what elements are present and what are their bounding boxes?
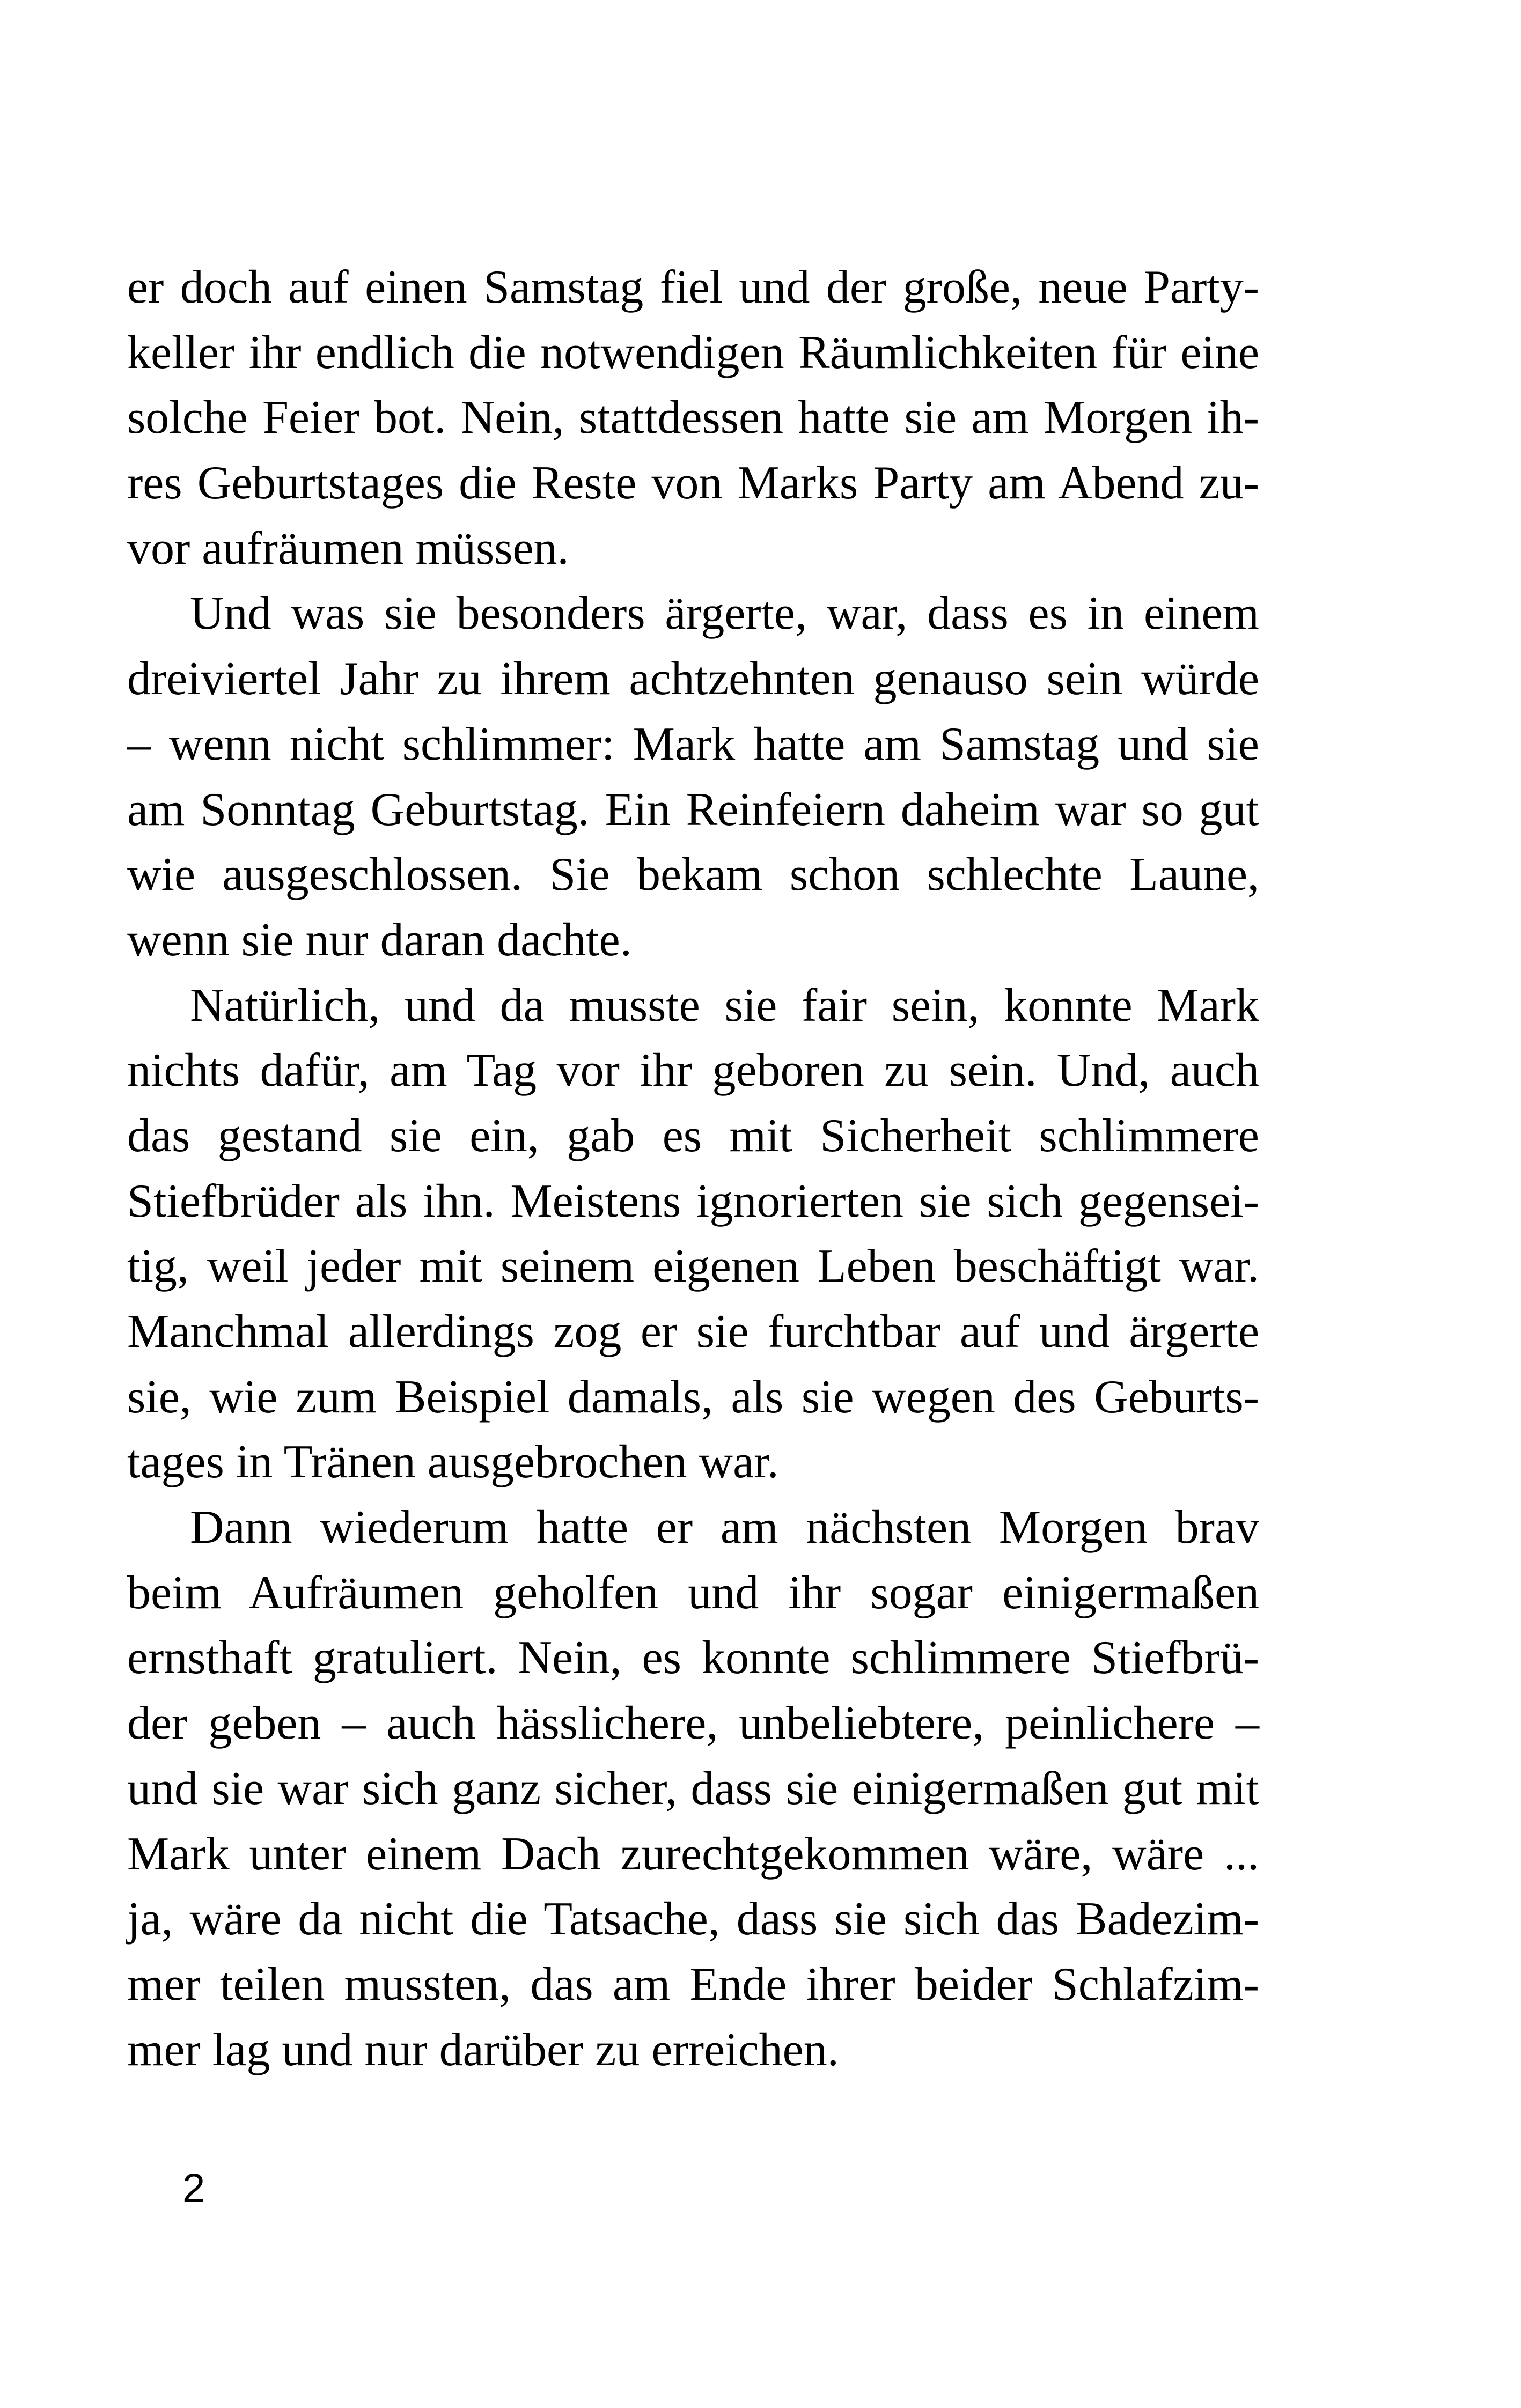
text-line: dreiviertel Jahr zu ihrem achtzehnten genauso sein würde — [127, 653, 1259, 705]
text-line: das gestand sie ein, gab es mit Sicherheit schlimmere — [127, 1109, 1259, 1162]
text-line: am Sonntag Geburtstag. Ein Reinfeiern daheim war so gut — [127, 783, 1259, 836]
text-line: mer lag und nur darüber zu erreichen. — [127, 2023, 839, 2076]
text-line: Stiefbrüder als ihn. Meistens ignorierten sie sich gegensei- — [127, 1175, 1259, 1227]
text-line: Dann wiederum hatte er am nächsten Morgen brav — [190, 1501, 1259, 1554]
text-line: beim Aufräumen geholfen und ihr sogar einigermaßen — [127, 1566, 1259, 1619]
text-line: solche Feier bot. Nein, stattdessen hatte sie am Morgen ih- — [127, 392, 1259, 444]
text-line: und sie war sich ganz sicher, dass sie einigermaßen gut mit — [127, 1762, 1259, 1815]
text-line: vor aufräumen müssen. — [127, 522, 569, 575]
text-line: Manchmal allerdings zog er sie furchtbar auf und ärgerte — [127, 1306, 1259, 1358]
text-line: Mark unter einem Dach zurechtgekommen wäre, wäre ... — [127, 1828, 1259, 1880]
text-line: der geben – auch hässlichere, unbeliebtere, peinlichere – — [127, 1697, 1259, 1750]
text-line: wie ausgeschlossen. Sie bekam schon schlechte Laune, — [127, 849, 1259, 901]
text-line: ernsthaft gratuliert. Nein, es konnte schlimmere Stiefbrü- — [127, 1632, 1259, 1684]
text-line: tages in Tränen ausgebrochen war. — [127, 1436, 779, 1489]
body-text — [127, 255, 1259, 2082]
text-line: er doch auf einen Samstag fiel und der große, neue Party- — [127, 261, 1259, 313]
text-line: Und was sie besonders ärgerte, war, dass es in einem — [190, 587, 1259, 640]
text-line: nichts dafür, am Tag vor ihr geboren zu sein. Und, auch — [127, 1044, 1259, 1097]
text-line: res Geburtstages die Reste von Marks Party am Abend zu- — [127, 457, 1259, 510]
text-line: wenn sie nur daran dachte. — [127, 914, 632, 966]
text-line: – wenn nicht schlimmer: Mark hatte am Samstag und sie — [127, 718, 1259, 770]
text-line: keller ihr endlich die notwendigen Räumlichkeiten für eine — [127, 326, 1259, 379]
page-number: 2 — [182, 2166, 205, 2211]
text-line: ja, wäre da nicht die Tatsache, dass sie sich das Badezim- — [127, 1893, 1259, 1946]
text-line: sie, wie zum Beispiel damals, als sie wegen des Geburts- — [127, 1371, 1259, 1423]
text-line: Natürlich, und da musste sie fair sein, konnte Mark — [190, 979, 1259, 1032]
text-line: mer teilen mussten, das am Ende ihrer beider Schlafzim- — [127, 1958, 1259, 2011]
text-line: tig, weil jeder mit seinem eigenen Leben beschäftigt war. — [127, 1240, 1259, 1293]
